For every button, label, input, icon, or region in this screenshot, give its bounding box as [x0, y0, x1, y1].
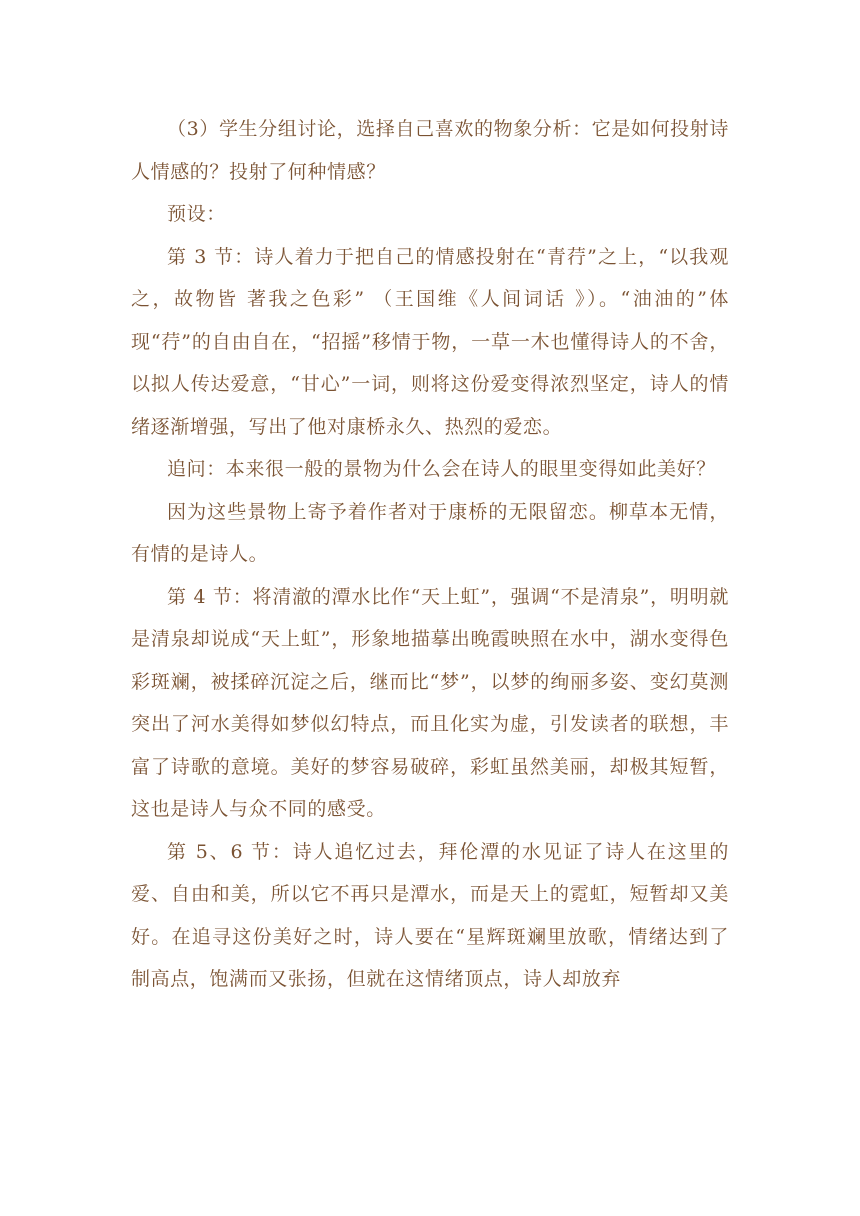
paragraph-section-4: 第 4 节：将清澈的潭水比作“天上虹”，强调“不是清泉”，明明就是清泉却说成“天上虹”，形象地描摹出晚霞映照在水中，湖水变得色彩斑斓，被揉碎沉淀之后，继而比“梦”，以梦的绚丽多姿、变幻莫测突出了河水美得如梦似幻特点，而且化实为虚，引发读者的联想，丰富了诗歌的意境。美好的梦容易破碎，彩虹虽然美丽，却极其短暂，这也是诗人与众不同的感受。 — [131, 585, 729, 820]
paragraph-section-5-6: 第 5、6 节：诗人追忆过去，拜伦潭的水见证了诗人在这里的爱、自由和美，所以它不再只是潭水，而是天上的霓虹，短暂却又美好。在追寻这份美好之时，诗人要在“星辉斑斓里放歌，情绪达到了制高点，饱满而又张扬，但就在这情绪顶点，诗人却放弃 — [131, 840, 729, 990]
paragraph-section-3: 第 3 节：诗人着力于把自己的情感投射在“青荇”之上，“以我观之，故物皆 著我之色彩” （王国维《人间词话 》）。“油油的”体现“荇”的自由自在，“招摇”移情于物，一草一木也懂得诗人的不舍，以拟人传达爱意，“甘心”一词，则将这份爱变得浓烈坚定，诗人的情绪逐渐增强，写出了他对康桥永久、热烈的爱恋。 — [131, 245, 729, 438]
paragraph-follow-up-question: 追问：本来很一般的景物为什么会在诗人的眼里变得如此美好？ — [167, 458, 716, 480]
paragraph-follow-up-answer: 因为这些景物上寄予着作者对于康桥的无限留恋。柳草本无情，有情的是诗人。 — [131, 500, 729, 565]
document-body — [131, 108, 729, 1001]
paragraph-discussion-task: （3）学生分组讨论，选择自己喜欢的物象分析：它是如何投射诗人情感的？投射了何种情感？ — [131, 118, 729, 183]
paragraph-preset-label: 预设： — [167, 203, 226, 225]
